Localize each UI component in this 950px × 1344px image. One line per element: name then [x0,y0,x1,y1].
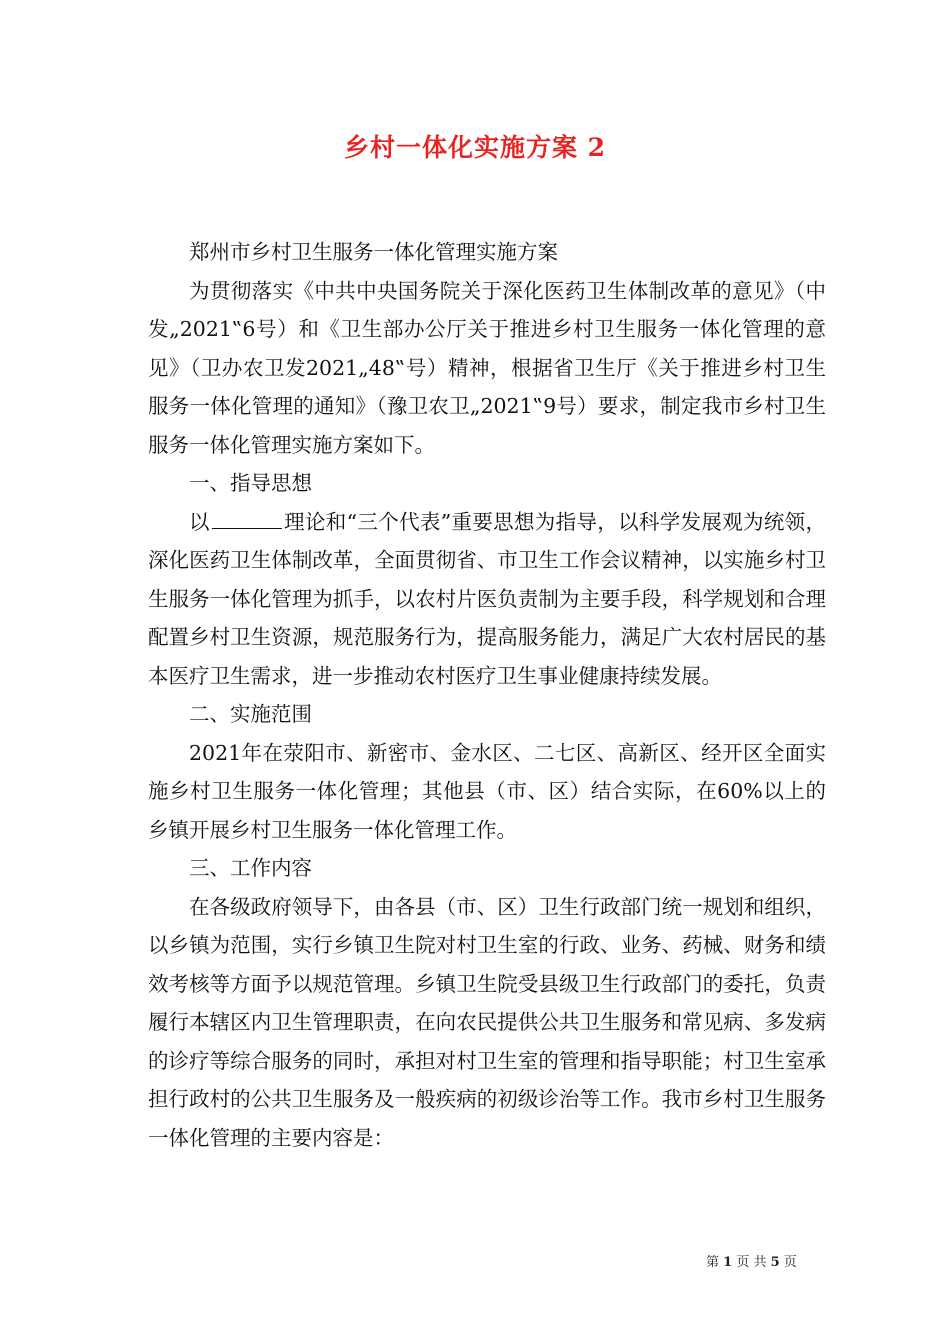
section-3-paragraph: 在各级政府领导下，由各县（市、区）卫生行政部门统一规划和组织，以乡镇为范围，实行乡镇卫生院对村卫生室的行政、业务、药械、财务和绩效考核等方面予以规范管理。乡镇卫生院受县级卫生行政部门的委托，负责履行本辖区内卫生管理职责，在向农民提供公共卫生服务和常见病、多发病的诊疗等综合服务的同时，承担对村卫生室的管理和指导职能；村卫生室承担行政村的公共卫生服务及一般疾病的初级诊治等工作。我市乡村卫生服务一体化管理的主要内容是： [148,894,826,1150]
section-2-paragraph: 2021年在荥阳市、新密市、金水区、二七区、高新区、经开区全面实施乡村卫生服务一体化管理；其他县（市、区）结合实际，在60%以上的乡镇开展乡村卫生服务一体化管理工作。 [148,740,826,842]
section-1-text-rest: 理论和“三个代表”重要思想为指导，以科学发展观为统领，深化医药卫生体制改革，全面贯彻省、市卫生工作会议精神，以实施乡村卫生服务一体化管理为抓手，以农村片医负责制为主要手段，科学规划和合理配置乡村卫生资源，规范服务行为，提高服务能力，满足广大农村居民的基本医疗卫生需求，进一步推动农村医疗卫生事业健康持续发展。 [148,509,826,688]
intro-paragraph: 为贯彻落实《中共中央国务院关于深化医药卫生体制改革的意见》（中发„2021‟6号）和《卫生部办公厅关于推进乡村卫生服务一体化管理的意见》（卫办农卫发2021„48‟号）精神，根据省卫生厅《关于推进乡村卫生服务一体化管理的通知》（豫卫农卫„2021‟9号）要求，制定我市乡村卫生服务一体化管理实施方案如下。 [148,278,826,457]
footer-middle: 页 共 [736,1255,767,1270]
page-number-footer [706,1251,797,1270]
footer-current-page: 1 [723,1255,733,1270]
section-1-heading: 一、指导思想 [189,471,312,495]
footer-suffix: 页 [783,1255,797,1270]
document-subtitle: 郑州市乡村卫生服务一体化管理实施方案 [189,240,558,264]
footer-prefix: 第 [706,1255,720,1270]
fill-in-blank [212,506,282,529]
section-1-text-start: 以 [189,509,210,534]
section-3-heading: 三、工作内容 [189,856,312,880]
page-title: 乡村一体化实施方案 2 [343,133,607,162]
section-1-paragraph [148,503,826,696]
section-2-heading: 二、实施范围 [189,702,312,726]
document-body [148,233,826,1157]
footer-total-pages: 5 [770,1255,780,1270]
